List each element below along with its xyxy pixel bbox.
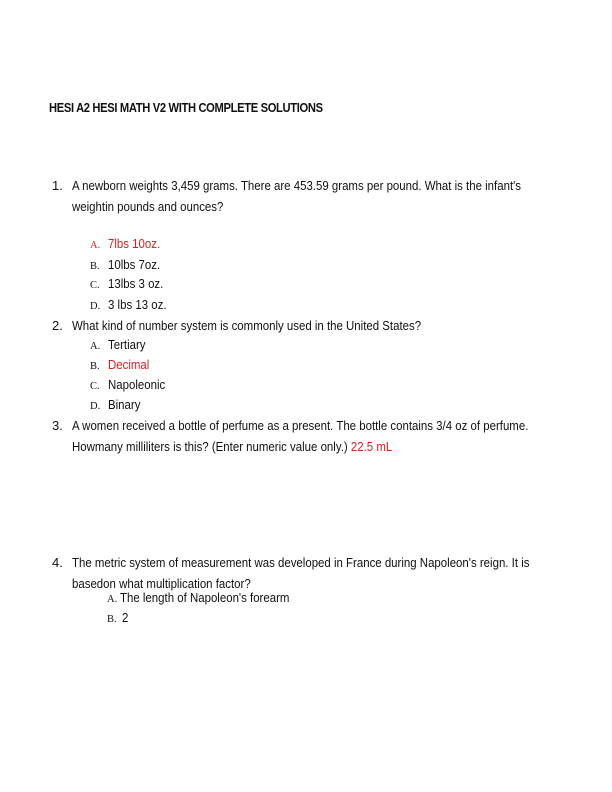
- option-2a: [90, 335, 151, 357]
- option-1a: [90, 234, 167, 256]
- option-text-correct: Decimal: [108, 357, 150, 372]
- option-letter: B.: [90, 361, 100, 372]
- option-2d: [90, 395, 145, 417]
- question-line: The metric system of measurement was developed in France during Napoleon's reign. It is: [72, 555, 530, 570]
- option-letter: A.: [90, 240, 101, 251]
- option-text: 10lbs 7oz.: [108, 257, 161, 272]
- option-text-correct: 7lbs 10oz.: [108, 236, 161, 251]
- option-letter: C.: [90, 280, 100, 291]
- option-letter: C.: [90, 381, 100, 392]
- option-letter: D.: [90, 301, 101, 312]
- option-letter: B.: [107, 614, 117, 625]
- option-letter: A.: [107, 594, 118, 605]
- option-text: Binary: [108, 397, 141, 412]
- question-number: 4.: [52, 555, 63, 570]
- option-text: 2: [122, 610, 129, 625]
- option-letter: D.: [90, 401, 101, 412]
- question-1: [52, 175, 612, 217]
- page-title: HESI A2 HESI MATH V2 WITH COMPLETE SOLUTIONS: [49, 100, 323, 115]
- question-line: A newborn weights 3,459 grams. There are 453.59 grams per pound. What is the infant's: [72, 178, 522, 193]
- option-letter: B.: [90, 261, 100, 272]
- answer-value: 22.5 mL: [350, 439, 393, 454]
- question-line: weightin pounds and ounces?: [72, 199, 224, 214]
- option-1d: [90, 295, 175, 317]
- question-number: 3.: [52, 418, 63, 433]
- question-line: A women received a bottle of perfume as a present. The bottle contains 3/4 oz of perfume.: [72, 418, 529, 433]
- option-4b: [107, 608, 129, 630]
- option-text: Napoleonic: [108, 377, 166, 392]
- question-text: [72, 175, 522, 217]
- question-text: [72, 415, 529, 457]
- option-4a: [107, 588, 313, 610]
- question-line: [72, 436, 484, 457]
- question-text: [72, 315, 484, 336]
- option-letter: A.: [90, 341, 101, 352]
- question-line: What kind of number system is commonly used in the United States?: [72, 318, 422, 333]
- option-text: 13lbs 3 oz.: [108, 276, 164, 291]
- option-2c: [90, 375, 173, 397]
- option-1c: [90, 274, 171, 296]
- question-line: basedon what multiplication factor?: [72, 576, 251, 591]
- question-number: 2.: [52, 318, 63, 333]
- question-line-text: Howmany milliliters is this? (Enter numeric value only.): [72, 439, 351, 454]
- option-text: 3 lbs 13 oz.: [108, 297, 167, 312]
- question-3: [52, 415, 612, 457]
- option-text: The length of Napoleon's forearm: [120, 590, 290, 605]
- question-2: [52, 315, 612, 336]
- option-text: Tertiary: [108, 337, 146, 352]
- option-2b: [90, 355, 155, 377]
- question-number: 1.: [52, 178, 63, 193]
